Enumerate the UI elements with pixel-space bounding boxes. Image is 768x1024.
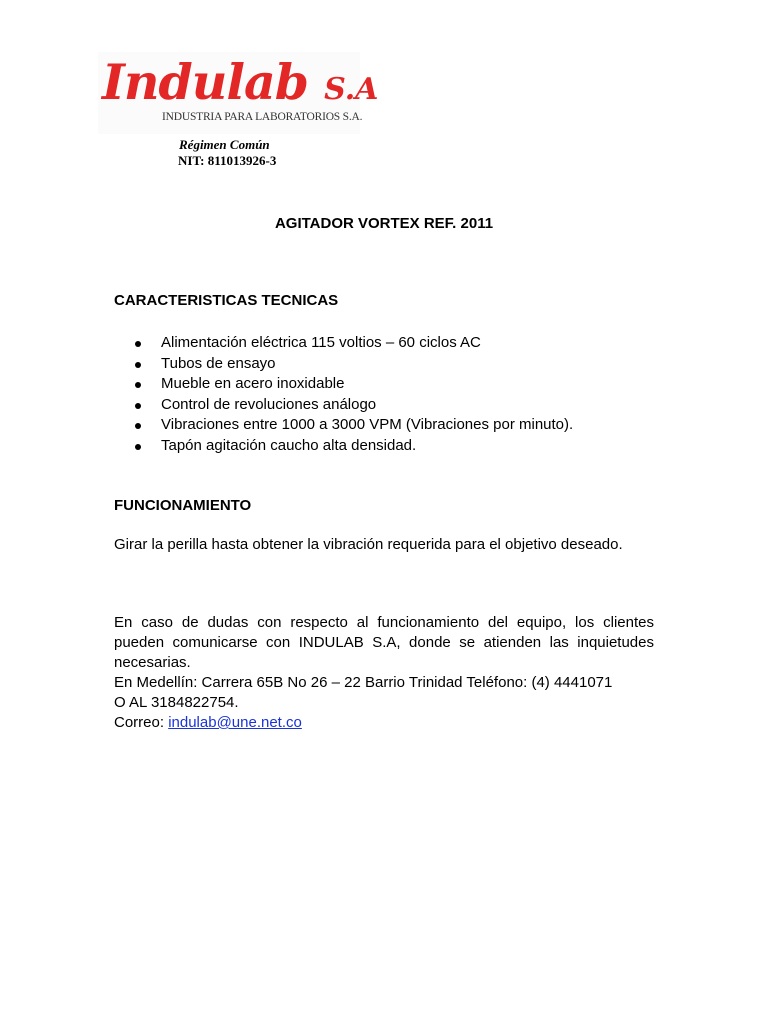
email-label: Correo: (114, 714, 169, 731)
bullet-icon (135, 382, 141, 388)
document-title: AGITADOR VORTEX REF. 2011 (274, 215, 494, 232)
email-line (114, 713, 654, 733)
characteristics-list (114, 333, 674, 456)
logo-tagline: INDUSTRIA PARA LABORATORIOS S.A. (162, 111, 363, 123)
contact-text: En caso de dudas con respecto al funcionamiento del equipo, los clientes pueden comunicarse con INDULAB S.A, donde se atienden las inquietudes necesarias. (114, 614, 654, 671)
tax-regime: Régimen Común (179, 137, 270, 152)
operation-paragraph: Girar la perilla hasta obtener la vibración requerida para el objetivo deseado. (114, 536, 623, 553)
list-item: Vibraciones entre 1000 a 3000 VPM (Vibraciones por minuto). (114, 415, 674, 436)
logo-wordmark: Indulab S.A (102, 53, 379, 111)
bullet-icon (135, 403, 141, 409)
email-link[interactable]: indulab@une.net.co (168, 714, 302, 731)
bullet-icon (135, 423, 141, 429)
bullet-icon (135, 362, 141, 368)
operation-heading: FUNCIONAMIENTO (114, 497, 252, 514)
bullet-icon (135, 444, 141, 450)
list-item: Control de revoluciones análogo (114, 395, 674, 416)
characteristics-heading: CARACTERISTICAS TECNICAS (114, 292, 339, 309)
bullet-icon (135, 341, 141, 347)
company-logo (98, 52, 379, 134)
list-item: Tapón agitación caucho alta densidad. (114, 436, 674, 457)
phone-line: O AL 3184822754. (114, 694, 239, 711)
list-item: Tubos de ensayo (114, 354, 674, 375)
contact-paragraph (114, 613, 654, 733)
list-item: Mueble en acero inoxidable (114, 374, 674, 395)
address-line: En Medellín: Carrera 65B No 26 – 22 Barrio Trinidad Teléfono: (4) 4441071 (114, 674, 613, 691)
tax-id: NIT: 811013926-3 (178, 153, 277, 168)
list-item: Alimentación eléctrica 115 voltios – 60 ciclos AC (114, 333, 674, 354)
